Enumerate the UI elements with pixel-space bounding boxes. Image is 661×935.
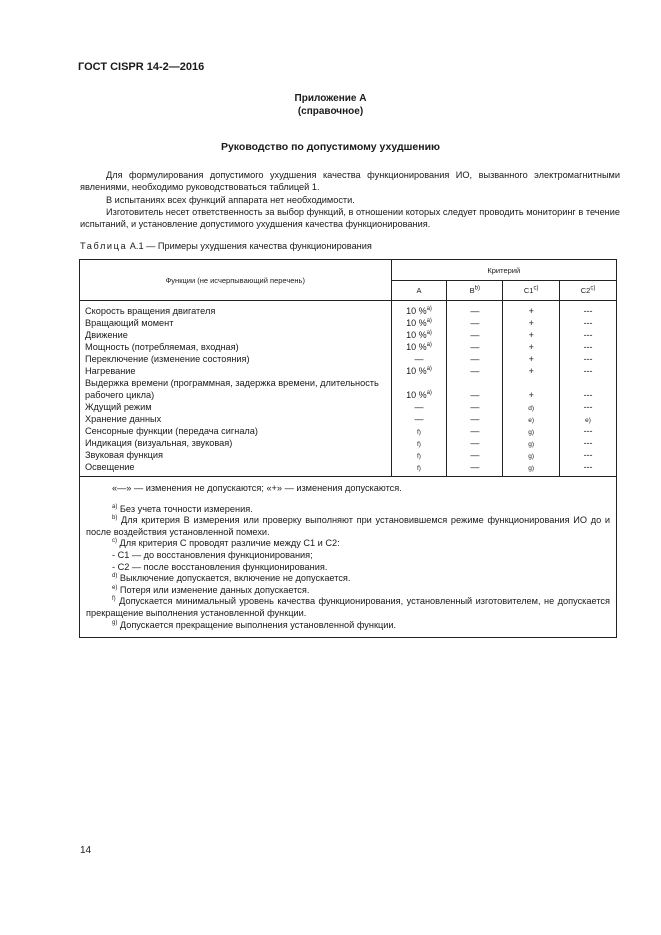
cell-b: — (470, 414, 480, 424)
cell-a: — (414, 402, 424, 412)
cell-c1: + (528, 318, 534, 328)
paragraph-3: Изготовитель несет ответственность за выбор функций, в отношении которых следует проводить мониторинг в течение испытаний, и установление допустимого ухудшения качества функционирования. (80, 207, 620, 230)
cell-c1: + (528, 354, 534, 364)
cell-c1: g) (528, 465, 535, 472)
table-row: Хранение данных (85, 414, 162, 424)
cell-b: — (470, 354, 480, 364)
column-c2-values (560, 301, 617, 477)
cell-c2: --- (583, 426, 593, 436)
paragraph-2: В испытаниях всех функций аппарата нет необходимости. (106, 195, 355, 205)
cell-c1: + (528, 306, 534, 316)
cell-a: f) (417, 429, 421, 436)
cell-c2: --- (583, 462, 593, 472)
table-row: Ждущий режим (85, 402, 152, 412)
cell-a: f) (417, 465, 421, 472)
cell-a: 10 %$^{a)}$ (406, 366, 432, 376)
cell-b: — (470, 306, 480, 316)
note-g: $^{g)}$ Допускается прекращение выполнения установленной функции. (112, 619, 397, 630)
table-row: Вращающий момент (85, 318, 174, 328)
cell-c2: --- (583, 438, 593, 448)
appendix-subtitle: (справочное) (297, 106, 364, 117)
cell-a: 10 %$^{a)}$ (406, 330, 432, 340)
cell-b: — (470, 462, 480, 472)
cell-c1: g) (528, 429, 535, 436)
cell-c2: --- (583, 342, 593, 352)
cell-a: f) (417, 441, 421, 448)
cell-c2: --- (583, 306, 593, 316)
table-row: Скорость вращения двигателя (85, 306, 216, 316)
functions-column (80, 301, 392, 477)
cell-b: — (470, 438, 480, 448)
cell-c2: --- (583, 354, 593, 364)
cell-c1: + (528, 366, 534, 376)
table-row: Выдержка времени (программная, задержка времени, длительность рабочего цикла) (85, 378, 379, 400)
header-col-c1: С1$^{c)}$ (503, 281, 560, 301)
cell-c1: e) (528, 417, 535, 424)
cell-c1: + (528, 390, 534, 400)
standard-header: ГОСТ CISPR 14-2—2016 (78, 61, 205, 73)
table-row: Переключение (изменение состояния) (85, 354, 250, 364)
header-col-c2: С2$^{c)}$ (560, 281, 617, 301)
cell-a: 10 %$^{a)}$ (406, 342, 432, 352)
table-row: Сенсорные функции (передача сигнала) (85, 426, 258, 436)
cell-c2: --- (583, 390, 593, 400)
note-c-1: - С1 — до восстановления функционирования; (112, 549, 313, 560)
note-b: $^{b)}$ Для критерия В измерения или проверку выполняют при установившемся режиме функционирования ИО до и после воздействия установленной помехи. (86, 515, 610, 537)
table-row: Индикация (визуальная, звуковая) (85, 438, 233, 448)
cell-b: — (470, 426, 480, 436)
table-caption-label: Таблица (80, 241, 128, 251)
cell-c2: --- (583, 366, 593, 376)
cell-c1: g) (528, 453, 535, 460)
cell-c2: e) (585, 417, 591, 424)
section-title: Руководство по допустимому ухудшению (220, 141, 441, 153)
cell-c1: + (528, 330, 534, 340)
column-c1-values (503, 301, 560, 477)
header-col-b: $В^{b)}$ (447, 281, 503, 301)
cell-c2: --- (583, 450, 593, 460)
cell-b: — (470, 366, 480, 376)
column-b-values (447, 301, 503, 477)
cell-c1: g) (528, 441, 535, 448)
table-row: Мощность (потребляемая, входная) (85, 342, 239, 352)
degradation-table (79, 259, 617, 638)
note-d: $^{d)}$ Выключение допускается, включение не допускается. (112, 573, 351, 584)
cell-c2: --- (583, 318, 593, 328)
table-notes (80, 477, 617, 638)
cell-c2: --- (583, 402, 593, 412)
table-row: Звуковая функция (85, 450, 163, 460)
note-c-2: - С2 — после восстановления функционирования. (112, 561, 328, 572)
cell-b: — (470, 318, 480, 328)
table-row: Движение (85, 330, 128, 340)
header-col-a: А (391, 281, 447, 301)
cell-c2: --- (583, 330, 593, 340)
cell-b: — (470, 330, 480, 340)
note-c: $^{c)}$ Для критерия С проводят различие между С1 и С2: (112, 538, 340, 549)
cell-c1: d) (528, 405, 535, 412)
cell-b: — (470, 402, 480, 412)
cell-b: — (470, 390, 480, 400)
cell-a: 10 %$^{a)}$ (406, 390, 432, 400)
cell-b: — (470, 342, 480, 352)
column-a-values (391, 301, 447, 477)
appendix-heading (0, 92, 661, 118)
cell-c1: + (528, 342, 534, 352)
cell-a: f) (417, 453, 421, 460)
table-row: Освещение (85, 462, 135, 472)
note-f: $^{f)}$ Допускается минимальный уровень качества функционирования, установленный изготовителем, не допускается прекращение выполнения установленной функции. (86, 596, 610, 618)
paragraph-1: Для формулирования допустимого ухудшения качества функционирования ИО, вызванного электромагнитными явлениями, необходимо руководствоваться таблицей 1. (80, 170, 620, 193)
note-a: $^{a)}$ Без учета точности измерения. (112, 503, 253, 514)
table-caption (80, 241, 372, 251)
table-caption-text: А.1 — Примеры ухудшения качества функционирования (127, 241, 372, 251)
table-legend: «—» — изменения не допускаются; «+» — изменения допускаются. (112, 483, 402, 493)
cell-a: 10 %$^{a)}$ (406, 318, 432, 328)
header-criterion: Критерий (391, 260, 616, 281)
table-row: Нагревание (85, 366, 136, 376)
header-functions: Функции (не исчерпывающий перечень) (80, 260, 392, 301)
cell-a: — (414, 354, 424, 364)
note-e: $^{e)}$ Потеря или изменение данных допускается. (112, 584, 310, 595)
cell-a: 10 %$^{a)}$ (406, 306, 432, 316)
cell-b: — (470, 450, 480, 460)
cell-a: — (414, 414, 424, 424)
appendix-title: Приложение А (294, 93, 367, 104)
page-number: 14 (80, 845, 92, 856)
